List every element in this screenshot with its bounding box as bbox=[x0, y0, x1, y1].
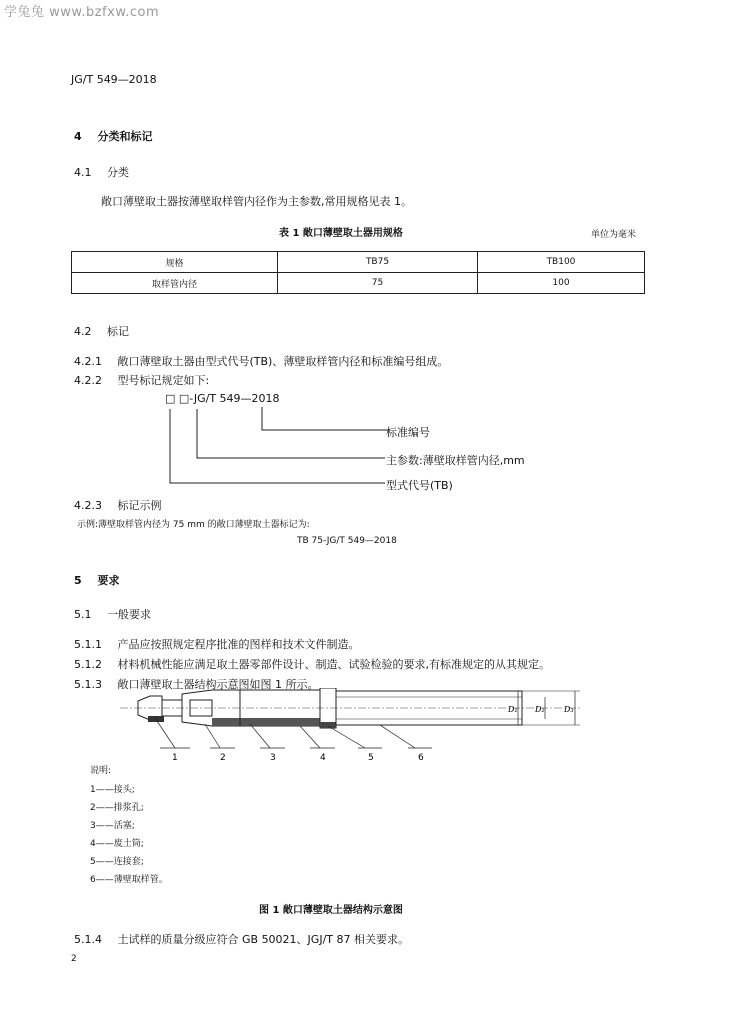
section-title: 要求 bbox=[97, 574, 120, 587]
legend-item: 4——废土筒; bbox=[90, 839, 144, 849]
section-num: 5.1.4 bbox=[74, 933, 102, 946]
table-1 bbox=[71, 251, 645, 294]
section-num: 4.2.1 bbox=[74, 355, 102, 368]
section-text: 敞口薄壁取土器结构示意图如图 1 所示。 bbox=[117, 678, 319, 691]
section-4-heading bbox=[74, 128, 153, 144]
section-4-2-3-heading bbox=[74, 497, 162, 513]
leader-4 bbox=[300, 726, 320, 748]
section-title: 一般要求 bbox=[107, 608, 151, 621]
marking-code: □ □-JG/T 549—2018 bbox=[165, 392, 280, 405]
section-num: 5.1.2 bbox=[74, 658, 102, 671]
section-num: 5.1 bbox=[74, 608, 92, 621]
section-title: 分类 bbox=[107, 166, 129, 179]
marking-type-label: 型式代号(TB) bbox=[386, 479, 453, 492]
page-number: 2 bbox=[71, 954, 77, 964]
part-number: 3 bbox=[270, 753, 276, 763]
watermark: 学兔兔 www.bzfxw.com bbox=[4, 5, 160, 20]
legend-item: 3——活塞; bbox=[90, 821, 135, 831]
section-num: 4.2.2 bbox=[74, 374, 102, 387]
figure-1-drawing bbox=[120, 688, 600, 768]
waste-tube-hatch bbox=[212, 718, 320, 726]
section-num: 5.1.1 bbox=[74, 638, 102, 651]
section-text: 产品应按照规定程序批准的图样和技术文件制造。 bbox=[117, 638, 360, 651]
legend-item: 2——排浆孔; bbox=[90, 803, 144, 813]
section-4-1-text: 敞口薄壁取土器按薄壁取样管内径作为主参数,常用规格见表 1。 bbox=[101, 195, 412, 208]
section-text: 材料机械性能应满足取土器零部件设计、制造、试验检验的要求,有标准规定的从其规定。 bbox=[117, 658, 550, 671]
section-5-1-heading bbox=[74, 606, 151, 622]
legend-item: 1——接头; bbox=[90, 785, 135, 795]
example-code: TB 75-JG/T 549—2018 bbox=[297, 536, 397, 546]
section-text: 敞口薄壁取土器由型式代号(TB)、薄壁取样管内径和标准编号组成。 bbox=[117, 355, 449, 368]
leader-5 bbox=[328, 726, 365, 748]
leader-3 bbox=[250, 724, 270, 748]
leader-1 bbox=[155, 718, 175, 748]
dim-label: D₁ bbox=[508, 705, 518, 714]
page-header: JG/T 549—2018 bbox=[71, 73, 157, 86]
legend-item: 5——连接套; bbox=[90, 857, 144, 867]
section-5-1-1 bbox=[74, 636, 360, 652]
part-number: 2 bbox=[220, 753, 226, 763]
section-num: 4.2 bbox=[74, 325, 92, 338]
leader-line-type bbox=[170, 409, 385, 483]
marking-leader-lines bbox=[160, 405, 410, 490]
table-cell: TB100 bbox=[478, 252, 645, 273]
section-num: 5.1.3 bbox=[74, 678, 102, 691]
figure-legend-title: 说明: bbox=[90, 766, 112, 776]
leader-line-std bbox=[262, 407, 390, 430]
table-cell: TB75 bbox=[278, 252, 478, 273]
part-number: 5 bbox=[368, 753, 374, 763]
table-1-unit: 单位为毫米 bbox=[591, 230, 637, 240]
section-title: 标记示例 bbox=[117, 499, 162, 512]
legend-item: 6——薄壁取样管。 bbox=[90, 875, 168, 885]
section-num: 5 bbox=[74, 574, 82, 587]
connector-hatch bbox=[320, 722, 336, 728]
table-row bbox=[72, 252, 645, 273]
section-num: 4.2.3 bbox=[74, 499, 102, 512]
section-4-2-1 bbox=[74, 353, 448, 369]
part-number: 6 bbox=[418, 753, 424, 763]
dim-label: D₃ bbox=[564, 705, 574, 714]
leader-line-param bbox=[197, 409, 385, 458]
table-cell: 75 bbox=[278, 273, 478, 294]
leader-2 bbox=[205, 724, 220, 748]
section-4-2-2 bbox=[74, 372, 209, 388]
section-title: 分类和标记 bbox=[97, 130, 153, 143]
table-cell: 100 bbox=[478, 273, 645, 294]
table-1-caption: 表 1 敞口薄壁取土器用规格 bbox=[279, 228, 403, 239]
marking-std-label: 标准编号 bbox=[386, 426, 430, 439]
section-5-heading bbox=[74, 572, 120, 588]
section-text: 型号标记规定如下: bbox=[117, 374, 210, 387]
section-num: 4.1 bbox=[74, 166, 92, 179]
section-4-1-heading bbox=[74, 164, 129, 180]
leader-6 bbox=[380, 725, 415, 748]
section-4-2-heading bbox=[74, 323, 129, 339]
marking-param-label: 主参数:薄壁取样管内径,mm bbox=[386, 454, 525, 467]
section-text: 土试样的质量分级应符合 GB 50021、JGJ/T 87 相关要求。 bbox=[117, 933, 409, 946]
figure-1-caption: 图 1 敞口薄壁取土器结构示意图 bbox=[259, 905, 403, 916]
table-row bbox=[72, 273, 645, 294]
section-5-1-4 bbox=[74, 931, 409, 947]
part-number: 4 bbox=[320, 753, 326, 763]
part-number: 1 bbox=[172, 753, 178, 763]
section-5-1-2 bbox=[74, 656, 550, 672]
table-cell: 取样管内径 bbox=[72, 273, 278, 294]
example-text: 示例:薄壁取样管内径为 75 mm 的敞口薄壁取土器标记为: bbox=[77, 520, 310, 530]
table-cell: 规格 bbox=[72, 252, 278, 273]
dim-label: D₂ bbox=[535, 705, 545, 714]
section-title: 标记 bbox=[107, 325, 129, 338]
section-num: 4 bbox=[74, 130, 82, 143]
